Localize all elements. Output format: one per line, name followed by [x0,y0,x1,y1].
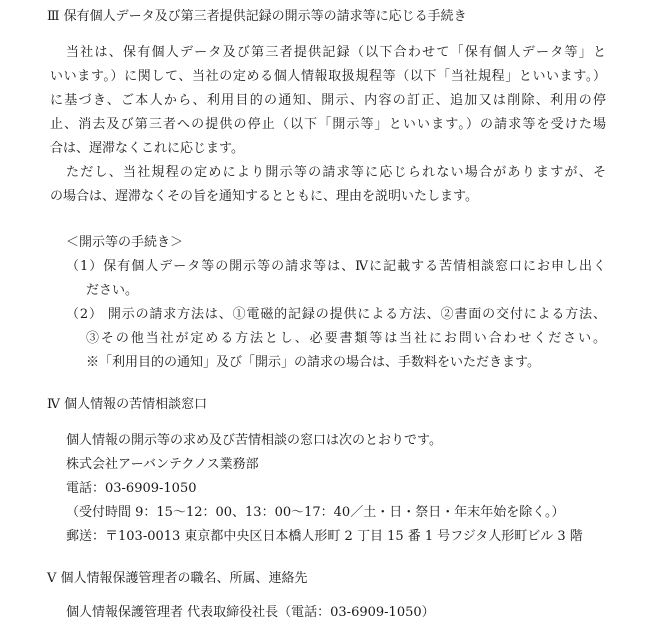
contact-address: 郵送：〒103-0013 東京都中央区日本橋人形町 2 丁目 15 番 1 号フジタ人形町ビル 3 階 [66,529,583,544]
section-3-para1-line-2: いいます。）に関して、当社の定める個人情報取扱規程等（以下「当社規程」といいます。） [50,69,606,84]
section-3-heading: Ⅲ 保有個人データ及び第三者提供記録の開示等の請求等に応じる手続き [47,9,467,24]
procedure-item-1-line-1: （1）保有個人データ等の開示等の請求等は、Ⅳに記載する苦情相談窓口にお申し出く [66,259,606,274]
contact-company: 株式会社アーバンテクノス業務部 [66,457,259,472]
contact-intro: 個人情報の開示等の求め及び苦情相談の窓口は次のとおりです。 [66,433,442,448]
procedure-item-1-line-2: ださい。 [86,283,139,298]
section-3-para1-line-4: 止、消去及び第三者への提供の停止（以下「開示等」といいます。）の請求等を受けた場 [50,117,606,132]
procedure-item-2-line-1: （2） 開示の請求方法は、①電磁的記録の提供による方法、②書面の交付による方法、 [66,307,606,322]
section-3-para1-line-5: 合は、遅滞なくこれに応じます。 [50,141,244,156]
procedure-title: ＜開示等の手続き＞ [66,235,184,250]
section-4-heading: Ⅳ 個人情報の苦情相談窓口 [47,397,208,412]
section-3-para1-line-3: に基づき、ご本人から、利用目的の通知、開示、内容の訂正、追加又は削除、利用の停 [50,93,606,108]
section-5-heading: Ⅴ 個人情報保護管理者の職名、所属、連絡先 [47,571,308,586]
contact-phone: 電話：03-6909-1050 [66,481,197,496]
procedure-item-2-line-3: ※「利用目的の通知」及び「開示」の請求の場合は、手数料をいただきます。 [86,355,540,370]
contact-hours: （受付時間 9：15～12：00、13：00～17：40／土・日・祭日・年末年始を除く。） [66,505,565,520]
section-3-para2-line-1: ただし、当社規程の定めにより開示等の請求等に応じられない場合がありますが、そ [66,165,606,180]
procedure-item-2-line-2: ③その他当社が定める方法とし、必要書類等は当社にお問い合わせください。 [86,331,606,346]
section-3-para2-line-2: の場合は、遅滞なくその旨を通知するとともに、理由を説明いたします。 [50,189,478,204]
manager-contact: 個人情報保護管理者 代表取締役社長（電話：03-6909-1050） [66,605,435,620]
section-3-para1-line-1: 当社は、保有個人データ及び第三者提供記録（以下合わせて「保有個人データ等」と [66,45,606,60]
